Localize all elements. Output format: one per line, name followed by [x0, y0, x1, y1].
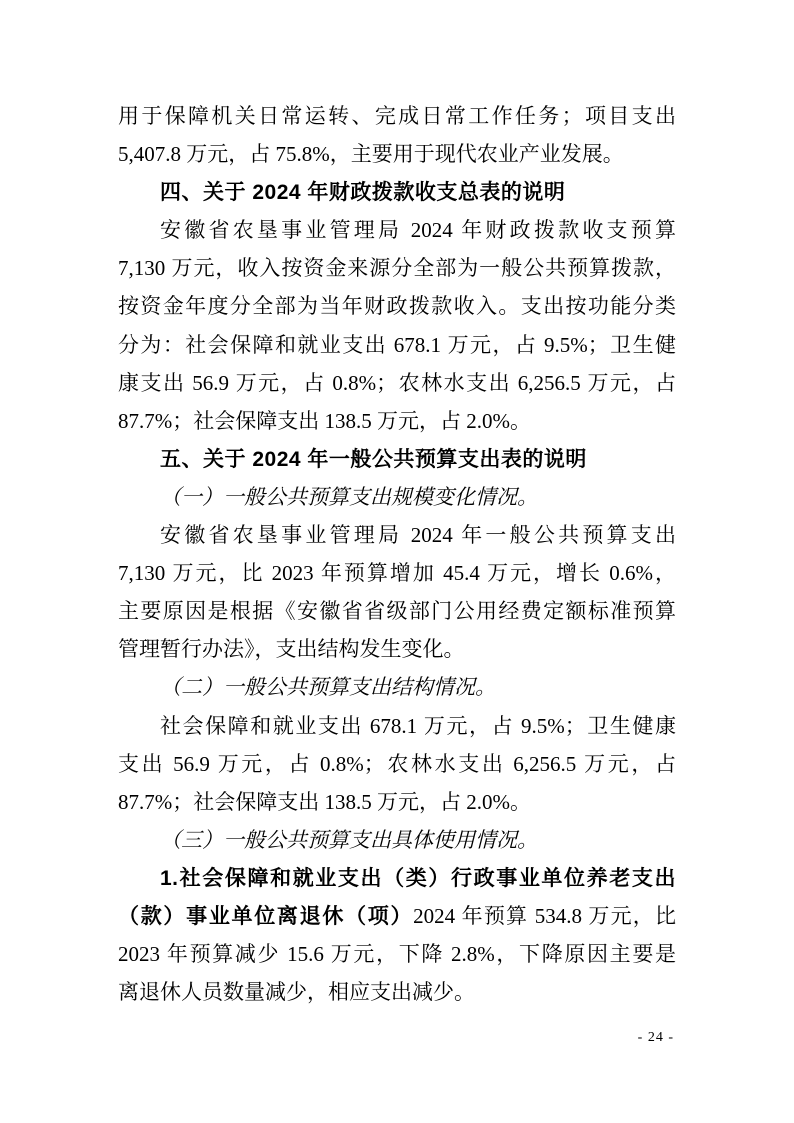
document-line-11: [118, 478, 676, 516]
text-segment: 分为：社会保障和就业支出 678.1 万元，占 9.5%；卫生健: [118, 332, 676, 357]
text-segment: 5,407.8 万元，占 75.8%，主要用于现代农业产业发展。: [118, 142, 624, 167]
document-line-24: [118, 973, 676, 1011]
text-segment: 离退休人员数量减少，相应支出减少。: [118, 980, 475, 1005]
document-line-19: [118, 783, 676, 821]
text-segment: （一）一般公共预算支出规模变化情况。: [160, 484, 538, 509]
text-segment: 康支出 56.9 万元，占 0.8%；农林水支出 6,256.5 万元，占: [118, 370, 676, 395]
document-line-1: [118, 97, 676, 135]
document-line-18: [118, 745, 676, 783]
text-segment: 支出 56.9 万元，占 0.8%；农林水支出 6,256.5 万元，占: [118, 751, 676, 776]
document-line-8: [118, 364, 676, 402]
document-line-17: [118, 707, 676, 745]
document-line-20: [118, 821, 676, 859]
document-body: [118, 97, 676, 1011]
text-segment: 7,130 万元，比 2023 年预算增加 45.4 万元，增长 0.6%，: [118, 561, 676, 586]
text-segment: 用于保障机关日常运转、完成日常工作任务；项目支出: [118, 104, 676, 128]
page-number: - 24 -: [637, 1030, 674, 1045]
document-line-5: [118, 249, 676, 287]
document-line-23: [118, 935, 676, 973]
text-segment: 安徽省农垦事业管理局 2024 年一般公共预算支出: [160, 523, 676, 548]
document-line-14: [118, 592, 676, 630]
document-line-16: [118, 668, 676, 706]
text-segment: 7,130 万元，收入按资金来源分全部为一般公共预算拨款，: [118, 256, 676, 281]
text-segment: 安徽省农垦事业管理局 2024 年财政拨款收支预算: [160, 218, 676, 243]
document-line-13: [118, 554, 676, 592]
document-line-6: [118, 287, 676, 325]
text-segment: 2023 年预算减少 15.6 万元，下降 2.8%，下降原因主要是: [118, 942, 676, 967]
document-line-21: [118, 859, 676, 897]
text-segment: 社会保障和就业支出 678.1 万元，占 9.5%；卫生健康: [160, 713, 676, 738]
document-line-7: [118, 326, 676, 364]
text-segment: 主要原因是根据《安徽省省级部门公用经费定额标准预算: [118, 599, 676, 624]
text-segment: 管理暂行办法》，支出结构发生变化。: [118, 637, 465, 662]
bold-text-segment: 四、关于 2024 年财政拨款收支总表的说明: [160, 181, 566, 205]
text-segment: （三）一般公共预算支出具体使用情况。: [160, 827, 538, 852]
document-line-15: [118, 630, 676, 668]
bold-text-segment: （款）事业单位离退休（项）: [118, 904, 414, 928]
text-segment: 2024 年预算 534.8 万元，比: [413, 903, 676, 928]
document-line-12: [118, 516, 676, 554]
bold-text-segment: 五、关于 2024 年一般公共预算支出表的说明: [160, 447, 587, 471]
text-segment: 按资金年度分全部为当年财政拨款收入。支出按功能分类: [118, 294, 676, 319]
text-segment: （二）一般公共预算支出结构情况。: [160, 675, 496, 700]
bold-text-segment: 1.社会保障和就业支出（类）行政事业单位养老支出: [160, 866, 676, 890]
document-line-4: [118, 211, 676, 249]
document-line-3: [118, 173, 676, 211]
document-line-2: [118, 135, 676, 173]
text-segment: 87.7%；社会保障支出 138.5 万元，占 2.0%。: [118, 789, 531, 814]
document-line-10: [118, 440, 676, 478]
document-line-22: [118, 897, 676, 935]
text-segment: 87.7%；社会保障支出 138.5 万元，占 2.0%。: [118, 408, 531, 433]
document-line-9: [118, 402, 676, 440]
